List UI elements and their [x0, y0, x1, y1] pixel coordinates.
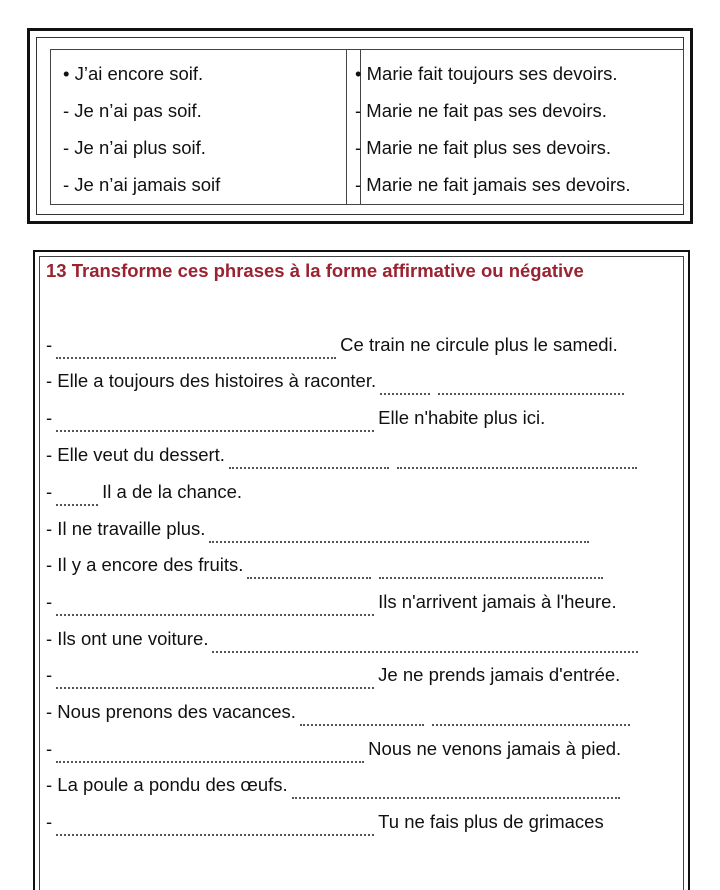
answer-blank[interactable]: [56, 594, 374, 616]
answer-blank[interactable]: [292, 777, 620, 799]
example-line: • Marie fait toujours ses devoirs.: [355, 63, 618, 84]
exercise-row: [46, 404, 668, 432]
row-dash: -: [46, 481, 53, 502]
example-line: - Marie ne fait jamais ses devoirs.: [355, 174, 631, 195]
exercise-row: [46, 478, 668, 506]
answer-blank[interactable]: [56, 741, 364, 763]
row-dash: -: [46, 811, 53, 832]
answer-blank[interactable]: [56, 667, 374, 689]
example-column-left: [50, 49, 361, 205]
answer-blank[interactable]: [397, 447, 637, 469]
exercise-title: 13 Transforme ces phrases à la forme affirmative ou négative: [46, 260, 584, 281]
row-dash: -: [46, 370, 53, 391]
answer-blank[interactable]: [432, 704, 630, 726]
row-dash: -: [46, 518, 53, 539]
sentence-text: Ils n'arrivent jamais à l'heure.: [378, 591, 617, 612]
exercise-row: [46, 808, 668, 836]
row-dash: -: [46, 554, 53, 575]
exercise-row: [46, 588, 668, 616]
example-line: - Marie ne fait plus ses devoirs.: [355, 137, 612, 158]
row-dash: -: [46, 738, 53, 759]
exercise-row: [46, 698, 668, 726]
sentence-text: Nous ne venons jamais à pied.: [368, 738, 622, 759]
answer-blank[interactable]: [379, 557, 603, 579]
answer-blank[interactable]: [212, 631, 638, 653]
sentence-text: Il a de la chance.: [102, 481, 243, 502]
exercise-row: [46, 771, 668, 799]
sentence-text: La poule a pondu des œufs.: [52, 774, 288, 795]
row-dash: -: [46, 407, 53, 428]
answer-blank[interactable]: [209, 521, 589, 543]
example-line: - Je n’ai pas soif.: [63, 100, 202, 121]
answer-blank[interactable]: [438, 373, 624, 395]
example-line: - Je n’ai plus soif.: [63, 137, 206, 158]
sentence-text: Nous prenons des vacances.: [52, 701, 296, 722]
exercise-row: [46, 735, 668, 763]
sentence-text: Ils ont une voiture.: [52, 628, 209, 649]
sentence-text: Je ne prends jamais d'entrée.: [378, 664, 621, 685]
row-dash: -: [46, 774, 53, 795]
sentence-text: Tu ne fais plus de grimaces: [378, 811, 604, 832]
row-dash: -: [46, 334, 53, 355]
row-dash: -: [46, 591, 53, 612]
sentence-text: Il y a encore des fruits.: [52, 554, 244, 575]
row-dash: -: [46, 664, 53, 685]
row-dash: -: [46, 628, 53, 649]
answer-blank[interactable]: [56, 814, 374, 836]
exercise-row: [46, 661, 668, 689]
answer-blank[interactable]: [56, 337, 336, 359]
answer-blank[interactable]: [247, 557, 371, 579]
exercise-row: [46, 551, 668, 579]
answer-blank[interactable]: [380, 373, 430, 395]
sentence-text: Elle n'habite plus ici.: [378, 407, 546, 428]
sentence-text: Elle a toujours des histoires à raconter.: [52, 370, 377, 391]
example-line: - Marie ne fait pas ses devoirs.: [355, 100, 607, 121]
example-line: - Je n’ai jamais soif: [63, 174, 221, 195]
sentence-text: Ce train ne circule plus le samedi.: [340, 334, 618, 355]
sentence-text: Il ne travaille plus.: [52, 518, 206, 539]
exercise-row: [46, 515, 668, 543]
exercise-row: [46, 625, 668, 653]
row-dash: -: [46, 701, 53, 722]
exercise-row: [46, 441, 668, 469]
exercise-row: [46, 367, 668, 395]
example-table-frame: [27, 28, 693, 224]
example-column-right: [346, 49, 684, 205]
answer-blank[interactable]: [56, 484, 98, 506]
example-line: • J’ai encore soif.: [63, 63, 204, 84]
exercise-row: [46, 331, 668, 359]
answer-blank[interactable]: [300, 704, 424, 726]
sentence-text: Elle veut du dessert.: [52, 444, 225, 465]
row-dash: -: [46, 444, 53, 465]
answer-blank[interactable]: [229, 447, 389, 469]
answer-blank[interactable]: [56, 410, 374, 432]
